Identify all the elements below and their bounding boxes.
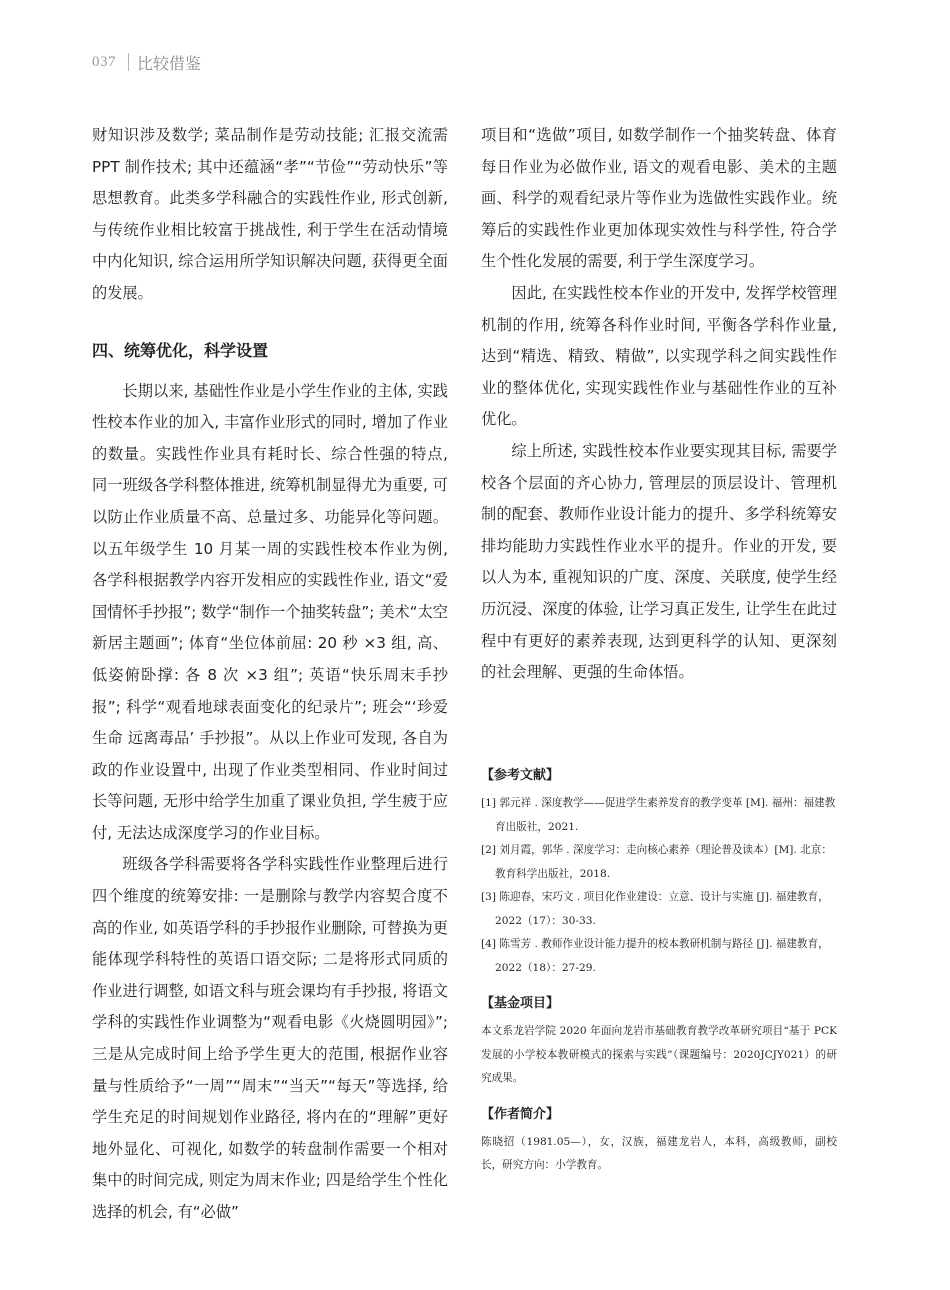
paragraph: 财知识涉及数学; 菜品制作是劳动技能; 汇报交流需PPT 制作技术; 其中还蕴涵“孝”“节俭”“劳动快乐”等思想教育。此类多学科融合的实践性作业, 形式创新, 与传统作业相比较富于挑战性, 利于学生在活动情境中内化知识, 综合运用所学知识解决问题, 获得更全面的发展。 <box>92 126 448 302</box>
section-heading: 四、统筹优化，科学设置 <box>92 340 269 360</box>
header-divider <box>128 53 129 71</box>
left-column <box>92 120 448 1229</box>
reference-item: [3] 陈迎春，宋巧文 . 项目化作业建设：立意、设计与实施 [J]. 福建教育，2022（17）：30-33. <box>481 891 829 927</box>
reference-item: [1] 郭元祥 . 深度教学——促进学生素养发育的教学变革 [M]. 福州：福建教育出版社，2021. <box>481 797 836 833</box>
author-title: 【作者简介】 <box>481 1106 560 1122</box>
right-column <box>481 120 837 689</box>
fund-block <box>481 994 837 1091</box>
paragraph: 项目和“选做”项目, 如数学制作一个抽奖转盘、体育每日作业为必做作业, 语文的观看电影、美术的主题画、科学的观看纪录片等作业为选做性实践作业。统筹后的实践性作业更加体现实效性与科学性, 符合学生个性化发展的需要, 利于学生深度学习。 <box>481 126 837 271</box>
paragraph: 因此, 在实践性校本作业的开发中, 发挥学校管理机制的作用, 统筹各科作业时间, 平衡各学科作业量, 达到“精选、精致、精做”, 以实现学科之间实践性作业的整体优化, 实现实践性作业与基础性作业的互补优化。 <box>481 283 837 429</box>
page-number: 037 <box>92 53 116 70</box>
paragraph: 综上所述, 实践性校本作业要实现其目标, 需要学校各个层面的齐心协力, 管理层的顶层设计、管理机制的配套、教师作业设计能力的提升、多学科统筹安排均能助力实践性作业水平的提升。作业的开发, 要以人为本, 重视知识的广度、深度、关联度, 使学生经历沉浸、深度的体验, 让学习真正发生, 让学生在此过程中有更好的素养表现, 达到更科学的认知、更深刻的社会理解、更强的生命体悟。 <box>481 441 837 682</box>
references-block <box>481 766 837 980</box>
back-matter <box>481 766 837 1178</box>
references-title: 【参考文献】 <box>481 768 560 783</box>
author-text: 陈晓招（1981.05—），女，汉族，福建龙岩人，本科，高级教师，副校长，研究方向：小学教育。 <box>481 1135 837 1171</box>
section-name: 比较借鉴 <box>137 53 202 73</box>
paragraph: 班级各学科需要将各学科实践性作业整理后进行四个维度的统筹安排: 一是删除与教学内容契合度不高的作业, 如英语学科的手抄报作业删除, 可替换为更能体现学科特性的英语口语交际; 二是将形式同质的作业进行调整, 如语文科与班会课均有手抄报, 将语文学科的实践性作业调整为“观看电影《火烧圆明园》”; 三是从完成时间上给予学生更大的范围, 根据作业容量与性质给予“一周”“周末”“当天”“每天”等选择, 给学生充足的时间规划作业路径, 将内在的“理解”更好地外显化、可视化, 如数学的转盘制作需要一个相对集中的时间完成, 则定为周末作业; 四是给学生个性化选择的机会, 有“必做” <box>92 855 448 1221</box>
fund-title: 【基金项目】 <box>481 996 560 1011</box>
reference-item: [2] 刘月霞，郭华 . 深度学习：走向核心素养（理论普及读本）[M]. 北京：教育科学出版社，2018. <box>481 844 832 880</box>
author-block <box>481 1105 837 1178</box>
page-header <box>92 50 201 74</box>
fund-text: 本文系龙岩学院 2020 年面向龙岩市基础教育教学改革研究项目“基于 PCK 发展的小学校本教研模式的探索与实践”（课题编号：2020JCJY021）的研究成果。 <box>481 1025 837 1084</box>
paragraph: 长期以来, 基础性作业是小学生作业的主体, 实践性校本作业的加入, 丰富作业形式的同时, 增加了作业的数量。实践性作业具有耗时长、综合性强的特点, 同一班级各学科整体推进, 统筹机制显得尤为重要, 可以防止作业质量不高、总量过多、功能异化等问题。以五年级学生 10 月某一周的实践性校本作业为例, 各学科根据教学内容开发相应的实践性作业, 语文“爱国情怀手抄报”; 数学“制作一个抽奖转盘”; 美术“太空新居主题画”; 体育“坐位体前屈: 20 秒 ×3 组, 高、低姿俯卧撑: 各 8 次 ×3 组”; 英语“快乐周末手抄报”; 科学“观看地球表面变化的纪录片”; 班会“‘珍爱生命 远离毒品’ 手抄报”。从以上作业可发现, 各自为政的作业设置中, 出现了作业类型相同、作业时间过长等问题, 无形中给学生加重了课业负担, 学生疲于应付, 无法达成深度学习的作业目标。 <box>92 381 448 842</box>
reference-item: [4] 陈雪芳 . 教师作业设计能力提升的校本教研机制与路径 [J]. 福建教育，2022（18）：27-29. <box>481 938 829 974</box>
